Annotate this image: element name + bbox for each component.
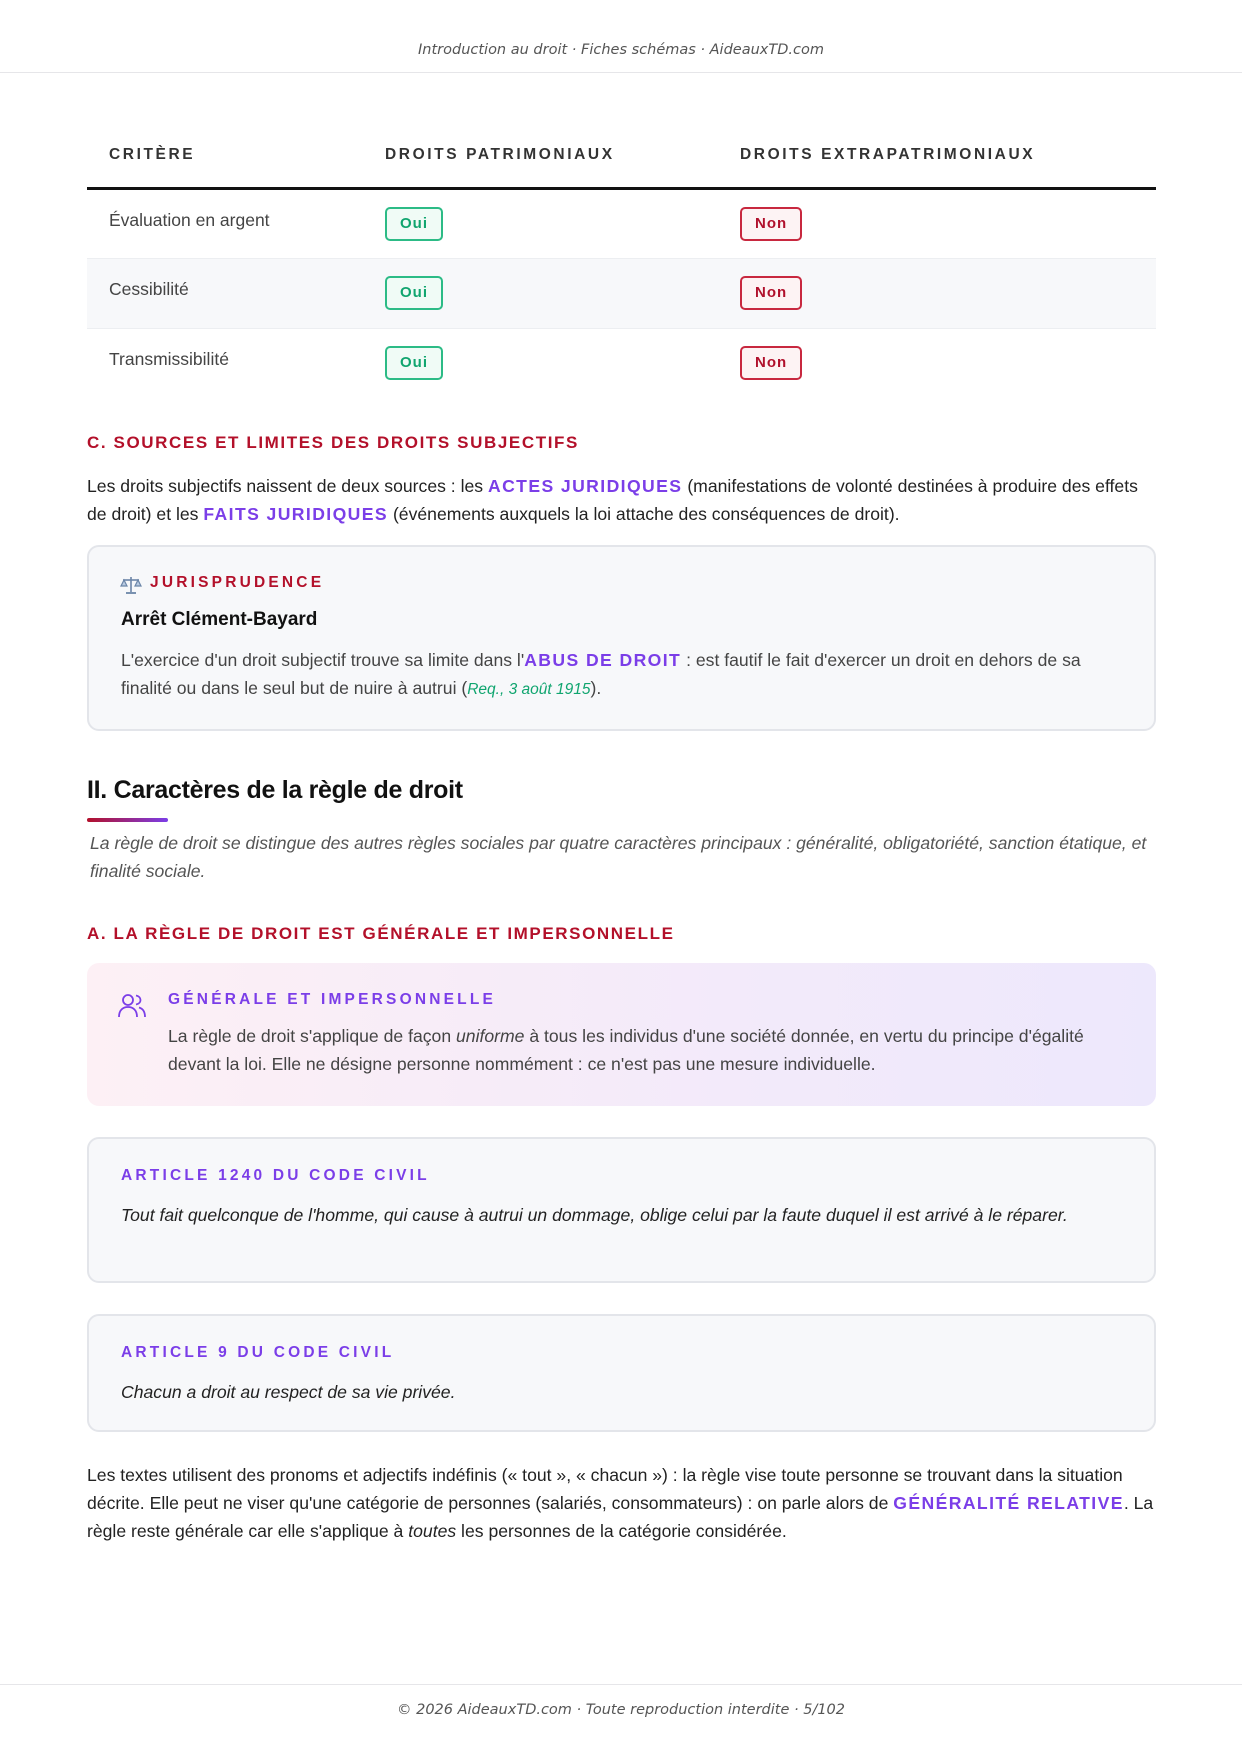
no-badge: Non (740, 276, 802, 310)
title-underline (87, 818, 168, 822)
yes-badge: Oui (385, 207, 443, 241)
table-header-row (87, 136, 1156, 188)
extrapatrimonial-cell (718, 258, 1156, 328)
text-run: . La règle reste générale car elle s'applique à (87, 1493, 1154, 1541)
article-label: ARTICLE 9 DU CODE CIVIL (121, 1344, 395, 1361)
criterion-cell: Évaluation en argent (109, 209, 270, 230)
column-header: DROITS PATRIMONIAUX (363, 136, 718, 188)
section-a-title: A. LA RÈGLE DE DROIT EST GÉNÉRALE ET IMPERSONNELLE (87, 924, 675, 943)
section-ii-intro: La règle de droit se distingue des autres règles sociales par quatre caractères principaux : généralité, obligatoriété, sanction étatique, et finalité sociale. (90, 833, 1147, 881)
criterion-cell: Cessibilité (87, 258, 363, 328)
text-run: les personnes de la catégorie considérée. (456, 1521, 787, 1541)
article-9-card (87, 1314, 1156, 1432)
users-icon (118, 993, 146, 1019)
yes-badge: Oui (385, 346, 443, 380)
column-header: DROITS EXTRAPATRIMONIAUX (718, 136, 1156, 188)
closing-paragraph (87, 1461, 1156, 1545)
section-c-title: C. SOURCES ET LIMITES DES DROITS SUBJECTIFS (87, 433, 579, 452)
text-run: L'exercice d'un droit subjectif trouve sa limite dans l' (121, 650, 525, 670)
callout-label: GÉNÉRALE ET IMPERSONNELLE (168, 991, 497, 1008)
header-text: Introduction au droit · Fiches schémas · AideauxTD.com (418, 42, 824, 58)
text-run: (manifestations de volonté destinées à produire des effets de droit) et les (87, 476, 1138, 524)
article-label: ARTICLE 1240 DU CODE CIVIL (121, 1167, 430, 1184)
text-run: La règle de droit s'applique de façon (168, 1026, 456, 1046)
case-reference: Req., 3 août 1915 (467, 681, 591, 698)
callout-text (168, 1022, 1128, 1078)
table-row (87, 188, 1156, 258)
yes-badge: Oui (385, 276, 443, 310)
no-badge: Non (740, 207, 802, 241)
table-row (87, 258, 1156, 328)
text-run: Les textes utilisent des pronoms et adjectifs indéfinis (« tout », « chacun ») : la règle vise toute personne se trouvant dans la situation décrite. Elle peut ne viser qu'une catégorie de personnes (salariés, consommateurs) : on parle alors de (87, 1465, 1123, 1513)
emphasis: toutes (408, 1521, 457, 1541)
section-ii-title: II. Caractères de la règle de droit (87, 776, 463, 804)
case-text (121, 646, 1121, 704)
jurisprudence-card (87, 545, 1156, 731)
keyword-faits-juridiques: FAITS JURIDIQUES (203, 504, 389, 524)
page-footer (0, 1684, 1242, 1754)
jurisprudence-label: JURISPRUDENCE (150, 574, 325, 591)
text-run: Les droits subjectifs naissent de deux sources : les (87, 476, 488, 496)
keyword-abus-de-droit: ABUS DE DROIT (524, 650, 682, 670)
text-run: à tous les individus d'une société donnée, en vertu du principe d'égalité devant la loi. Elle ne désigne personne nommément : ce n'est pas une mesure individuelle. (168, 1026, 1084, 1074)
text-run: (événements auxquels la loi attache des conséquences de droit). (388, 504, 900, 524)
page-header (0, 0, 1242, 73)
comparison-table (87, 136, 1156, 398)
column-header: CRITÈRE (87, 136, 363, 188)
patrimonial-cell (363, 328, 718, 398)
no-badge: Non (740, 346, 802, 380)
patrimonial-cell (363, 258, 718, 328)
criterion-cell: Transmissibilité (109, 348, 229, 369)
text-run: : est fautif le fait d'exercer un droit en dehors de sa finalité ou dans le seul but de nuire à autrui ( (121, 650, 1081, 698)
callout-box (87, 963, 1156, 1106)
extrapatrimonial-cell (718, 188, 1156, 258)
article-1240-card (87, 1137, 1156, 1283)
keyword-actes-juridiques: ACTES JURIDIQUES (487, 476, 683, 496)
footer-text: © 2026 AideauxTD.com · Toute reproduction interdite · 5/102 (396, 1702, 846, 1718)
text-run: ). (590, 678, 602, 698)
case-title: Arrêt Clément-Bayard (121, 609, 318, 630)
table-row (87, 328, 1156, 398)
article-text: Tout fait quelconque de l'homme, qui cause à autrui un dommage, oblige celui par la faute duquel il est arrivé à le réparer. (121, 1205, 1068, 1225)
section-c-paragraph (87, 472, 1156, 528)
keyword-generalite-relative: GÉNÉRALITÉ RELATIVE (893, 1493, 1124, 1513)
patrimonial-cell (363, 188, 718, 258)
article-text: Chacun a droit au respect de sa vie privée. (121, 1382, 456, 1402)
emphasis: uniforme (456, 1026, 525, 1046)
extrapatrimonial-cell (718, 328, 1156, 398)
scales-icon (120, 575, 142, 595)
